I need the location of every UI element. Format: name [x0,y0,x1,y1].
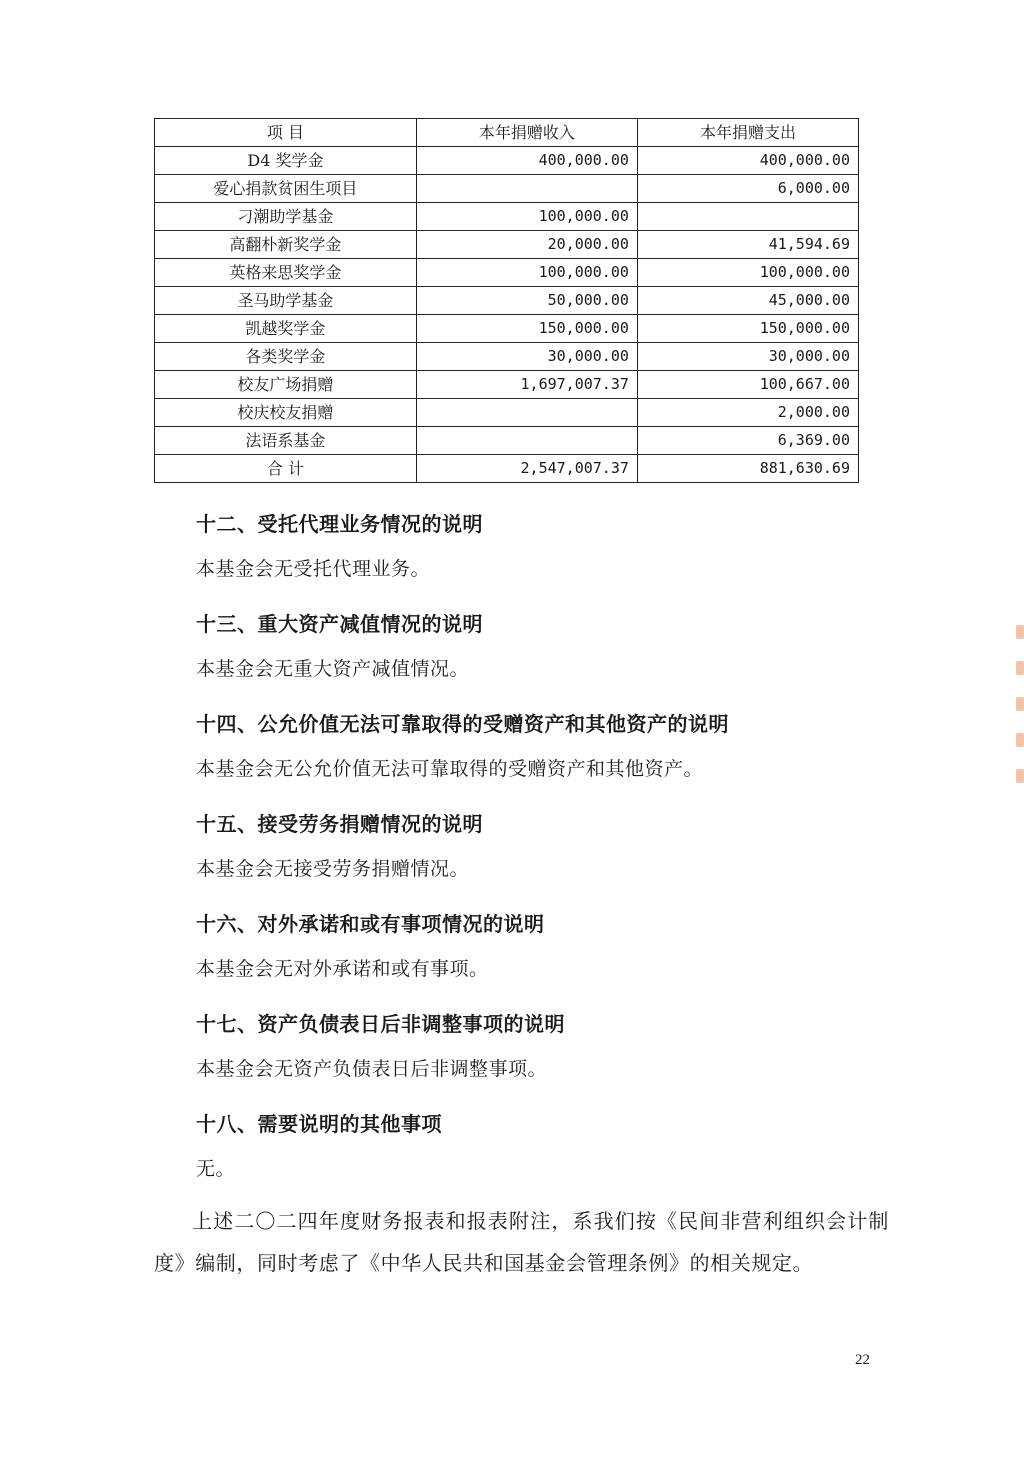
row-item: 校友广场捐赠 [155,371,417,399]
section-16 [0,908,1024,1008]
row-item: 校庆校友捐赠 [155,399,417,427]
row-income [416,175,637,203]
row-income: 100,000.00 [416,259,637,287]
header-expense: 本年捐赠支出 [637,119,858,147]
section-title: 十八、需要说明的其他事项 [196,1112,442,1136]
row-expense: 100,667.00 [637,371,858,399]
row-income [416,399,637,427]
section-title: 十四、公允价值无法可靠取得的受赠资产和其他资产的说明 [196,712,729,736]
row-item: 凯越奖学金 [155,315,417,343]
row-expense: 2,000.00 [637,399,858,427]
section-13 [0,608,1024,708]
notes-sections [0,508,1024,1208]
section-title: 十五、接受劳务捐赠情况的说明 [196,812,483,836]
section-17 [0,1008,1024,1108]
section-body: 无。 [196,1158,236,1180]
row-expense: 41,594.69 [637,231,858,259]
section-body: 本基金会无资产负债表日后非调整事项。 [196,1058,548,1080]
table-row [155,315,859,343]
section-body: 本基金会无接受劳务捐赠情况。 [196,858,470,880]
row-item: 英格来思奖学金 [155,259,417,287]
closing-paragraph: 上述二〇二四年度财务报表和报表附注，系我们按《民间非营利组织会计制度》编制，同时考虑了《中华人民共和国基金会管理条例》的相关规定。 [154,1209,889,1275]
table-row [155,427,859,455]
row-income: 100,000.00 [416,203,637,231]
row-expense [637,203,858,231]
row-income: 1,697,007.37 [416,371,637,399]
row-income: 150,000.00 [416,315,637,343]
table-row [155,175,859,203]
seal-fragment [1016,697,1024,711]
row-income: 30,000.00 [416,343,637,371]
seal-fragment [1016,733,1024,747]
total-expense: 881,630.69 [637,455,858,483]
table-row [155,203,859,231]
section-body: 本基金会无对外承诺和或有事项。 [196,958,489,980]
section-title: 十二、受托代理业务情况的说明 [196,512,483,536]
row-income: 20,000.00 [416,231,637,259]
section-title: 十三、重大资产减值情况的说明 [196,612,483,636]
row-item: 各类奖学金 [155,343,417,371]
table-row [155,371,859,399]
table-row [155,343,859,371]
row-item: D4 奖学金 [155,147,417,175]
row-expense: 150,000.00 [637,315,858,343]
row-expense: 6,369.00 [637,427,858,455]
section-15 [0,808,1024,908]
row-income: 400,000.00 [416,147,637,175]
row-expense: 400,000.00 [637,147,858,175]
table-row [155,259,859,287]
row-income: 50,000.00 [416,287,637,315]
section-18 [0,1108,1024,1208]
seal-fragment [1016,625,1024,639]
section-title: 十六、对外承诺和或有事项情况的说明 [196,912,545,936]
table-header-row [155,119,859,147]
row-item: 法语系基金 [155,427,417,455]
row-item: 圣马助学基金 [155,287,417,315]
table-total-row [155,455,859,483]
row-expense: 30,000.00 [637,343,858,371]
section-body: 本基金会无受托代理业务。 [196,558,431,580]
total-label: 合 计 [155,455,417,483]
header-item: 项 目 [155,119,417,147]
seal-edge-mark [1012,625,1024,815]
table-row [155,147,859,175]
row-expense: 45,000.00 [637,287,858,315]
section-12 [0,508,1024,608]
table-row [155,231,859,259]
row-item: 刁潮助学基金 [155,203,417,231]
table-row [155,287,859,315]
row-expense: 6,000.00 [637,175,858,203]
seal-fragment [1016,769,1024,783]
section-14 [0,708,1024,808]
row-item: 爱心捐款贫困生项目 [155,175,417,203]
row-item: 高翻朴新奖学金 [155,231,417,259]
header-income: 本年捐赠收入 [416,119,637,147]
total-income: 2,547,007.37 [416,455,637,483]
row-income [416,427,637,455]
seal-fragment [1016,661,1024,675]
row-expense: 100,000.00 [637,259,858,287]
section-title: 十七、资产负债表日后非调整事项的说明 [196,1012,565,1036]
section-body: 本基金会无公允价值无法可靠取得的受赠资产和其他资产。 [196,758,704,780]
table-row [155,399,859,427]
section-body: 本基金会无重大资产减值情况。 [196,658,470,680]
donation-table [154,118,859,483]
page-number: 22 [855,1352,870,1368]
